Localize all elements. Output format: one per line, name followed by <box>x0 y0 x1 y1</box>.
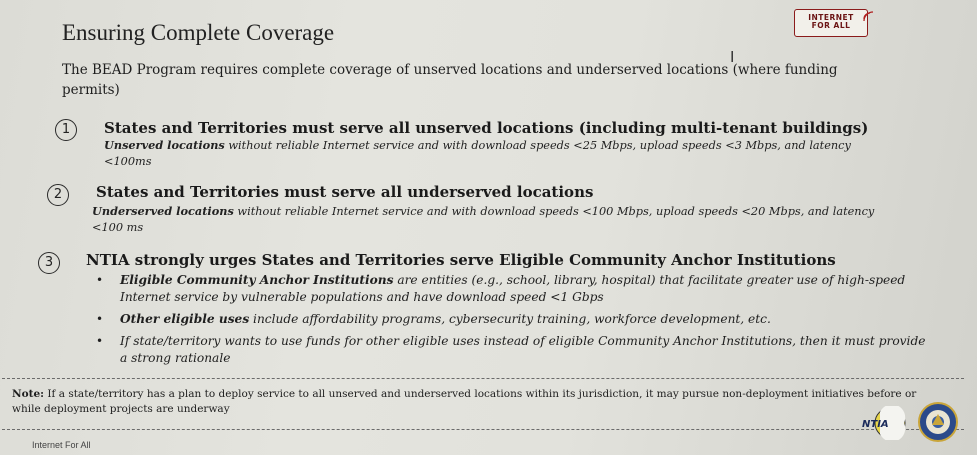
footer-text: Internet For All <box>32 440 91 450</box>
slide-title: Ensuring Complete Coverage <box>62 20 335 45</box>
bullet-text: If state/territory wants to use funds for other eligible uses instead of eligible Community Anchor Institutions, then it must provide a strong rationale <box>120 334 926 365</box>
item-number-3: 3 <box>38 252 60 274</box>
bullet-item <box>92 272 932 306</box>
bullet-item <box>92 311 932 328</box>
bullet-item <box>92 333 932 367</box>
item-2-detail-rest: without reliable Internet service and with download speeds <100 Mbps, upload speeds <20 Mbps, and latency <100 ms <box>92 205 875 234</box>
note-box <box>2 378 964 430</box>
item-number-1: 1 <box>55 119 77 141</box>
logo-line-2: FOR ALL <box>811 21 851 30</box>
bullet-dot-icon: • <box>96 334 104 348</box>
department-seal-icon <box>918 402 958 442</box>
ntia-logo-text: NTIA <box>862 419 889 430</box>
intro-text: The BEAD Program requires complete coverage of unserved locations and underserved locations (where funding permits) <box>62 62 838 98</box>
bullet-term: Other eligible uses <box>120 312 250 326</box>
bullet-dot-icon: • <box>96 312 104 326</box>
bullet-term: Eligible Community Anchor Institutions <box>120 273 394 287</box>
item-2-detail-term: Underserved locations <box>92 204 234 218</box>
logo-line-1: INTERNET <box>808 13 854 22</box>
item-3-bullet-list <box>92 272 932 372</box>
bullet-dot-icon: • <box>96 273 104 287</box>
item-1-detail <box>104 137 884 170</box>
item-1-heading: States and Territories must serve all unserved locations (including multi-tenant buildings) <box>104 119 869 137</box>
item-1-detail-term: Unserved locations <box>104 138 225 152</box>
item-3-heading: NTIA strongly urges States and Territories serve Eligible Community Anchor Institutions <box>86 251 836 269</box>
item-number-2: 2 <box>47 184 69 206</box>
ntia-logo <box>858 406 910 440</box>
text-cursor-icon: I <box>730 48 735 66</box>
bullet-text: include affordability programs, cybersecurity training, workforce development, etc. <box>249 312 771 326</box>
item-2-detail <box>92 203 892 236</box>
wifi-wave-icon <box>863 10 875 22</box>
item-2-heading: States and Territories must serve all underserved locations <box>96 183 594 201</box>
note-body: If a state/territory has a plan to deploy service to all unserved and underserved locations within its jurisdiction, it may pursue non-deployment initiatives before or while deployment projects are underway <box>12 388 917 415</box>
internet-for-all-logo <box>794 9 868 37</box>
note-label: Note: <box>12 388 45 400</box>
bullet-text: are entities (e.g., school, library, hospital) that facilitate greater use of high-speed Internet service by vulnerable populations and have download speed <1 Gbps <box>120 273 906 304</box>
note-text <box>12 387 932 417</box>
item-1-detail-rest: without reliable Internet service and with download speeds <25 Mbps, upload speeds <3 Mbps, and latency <100ms <box>104 139 851 168</box>
